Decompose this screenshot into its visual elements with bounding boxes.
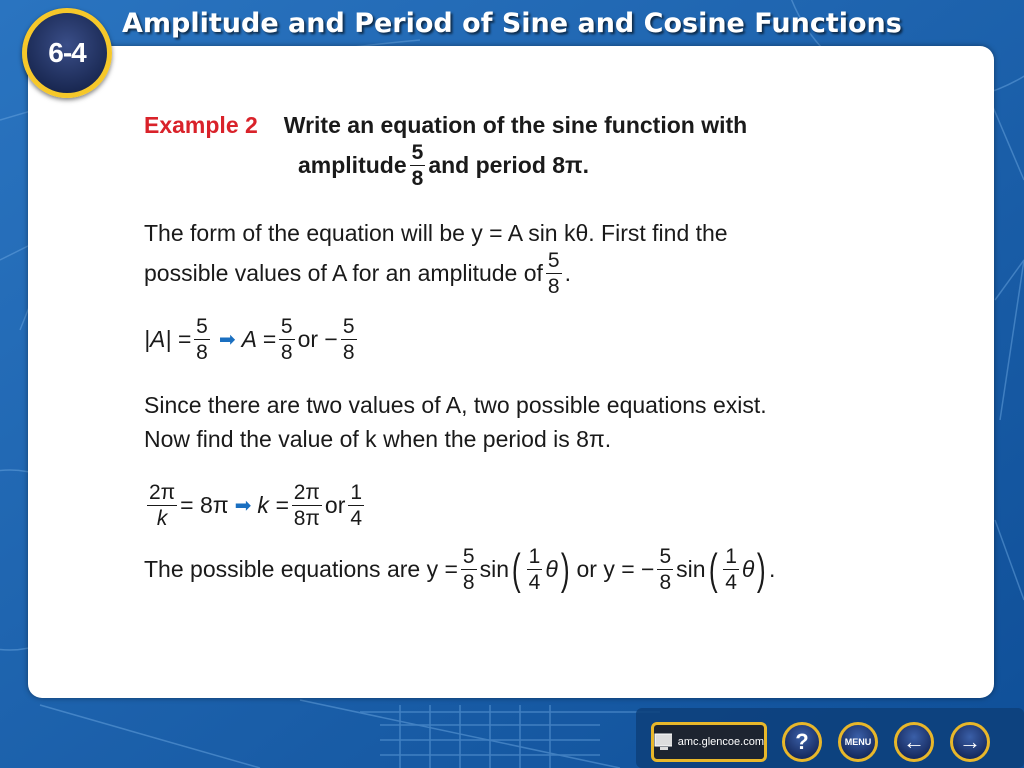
website-button[interactable] — [651, 722, 767, 762]
fraction-numerator: 1 — [528, 545, 541, 568]
fraction-numerator: 2π — [149, 481, 176, 504]
right-paren: ) — [757, 544, 767, 594]
math-fraction — [341, 316, 357, 363]
fraction-numerator: 5 — [411, 141, 424, 164]
example-heading — [144, 112, 747, 139]
sin-text: sin — [479, 556, 509, 582]
example-prompt-line2 — [298, 142, 589, 189]
math-fraction — [292, 482, 322, 529]
math-fraction — [723, 546, 739, 593]
step2-line1: Since there are two values of A, two possible equations exist. — [144, 392, 767, 418]
math-fraction — [279, 316, 295, 363]
fraction-denominator: 8 — [659, 571, 672, 594]
next-arrow-icon: → — [959, 729, 981, 754]
step1-line2 — [144, 250, 571, 297]
help-icon: ? — [795, 729, 809, 754]
fraction-denominator: 8 — [462, 571, 475, 594]
equals-8pi: = 8π — [180, 492, 229, 518]
next-button[interactable] — [950, 722, 990, 762]
example-prompt-line1: Write an equation of the sine function with — [283, 112, 748, 138]
right-arrow-icon: ➡ — [234, 495, 252, 517]
content-panel — [28, 46, 994, 698]
fraction-denominator: 8 — [280, 341, 293, 364]
math-fraction — [348, 482, 364, 529]
or-y-negative: or y = − — [576, 556, 655, 582]
step1-text: possible values of A for an amplitude of — [144, 260, 543, 286]
or-negative: or − — [297, 326, 338, 352]
fraction-denominator: 4 — [528, 571, 541, 594]
step2-math — [144, 482, 367, 529]
fraction-numerator: 5 — [659, 545, 672, 568]
fraction-denominator: k — [156, 507, 168, 530]
fraction-denominator: 8 — [196, 341, 208, 364]
conclusion-text: The possible equations are y = — [144, 556, 458, 582]
fraction-numerator: 1 — [725, 545, 737, 568]
math-fraction — [461, 546, 477, 593]
math-fraction — [147, 482, 177, 529]
step1-fraction — [546, 250, 562, 297]
fraction-numerator: 5 — [342, 315, 355, 338]
sin-text: sin — [676, 556, 706, 582]
fraction-denominator: 8 — [342, 341, 355, 364]
k-equals: k = — [257, 492, 289, 518]
lesson-number: 6-4 — [48, 37, 86, 68]
fraction-numerator: 5 — [547, 249, 560, 272]
math-fraction — [527, 546, 543, 593]
step1-period: . — [564, 260, 571, 286]
fraction-denominator: 4 — [725, 571, 737, 594]
prompt-period-text: and period 8π. — [428, 152, 590, 178]
header-bar — [0, 0, 1024, 68]
fraction-numerator: 2π — [293, 481, 320, 504]
fraction-denominator: 4 — [350, 507, 363, 530]
back-arrow-icon: ← — [903, 729, 925, 754]
fraction-denominator: 8π — [293, 507, 320, 530]
fraction-numerator: 1 — [350, 481, 363, 504]
end-period: . — [769, 556, 776, 582]
page-title: Amplitude and Period of Sine and Cosine Functions — [122, 8, 902, 39]
right-paren: ) — [560, 544, 570, 594]
a-equals: A = — [241, 326, 276, 352]
fraction-denominator: 8 — [411, 167, 424, 190]
abs-a-expression: |A| = — [144, 326, 192, 352]
prompt-amplitude-text: amplitude — [298, 152, 407, 178]
amplitude-fraction — [410, 142, 426, 189]
theta-symbol: θ — [741, 556, 755, 582]
fraction-denominator: 8 — [547, 275, 560, 298]
help-button[interactable] — [782, 722, 822, 762]
fraction-numerator: 5 — [196, 315, 208, 338]
lesson-badge — [22, 8, 112, 98]
step1-math — [144, 316, 360, 363]
website-label: amc.glencoe.com — [677, 736, 764, 748]
fraction-numerator: 5 — [280, 315, 293, 338]
left-paren: ( — [511, 544, 521, 594]
left-paren: ( — [708, 544, 718, 594]
right-arrow-icon: ➡ — [218, 329, 236, 351]
theta-symbol: θ — [545, 556, 558, 582]
back-button[interactable] — [894, 722, 934, 762]
step1-line1: The form of the equation will be y = A sin kθ. First find the — [144, 220, 728, 246]
computer-icon — [654, 733, 672, 751]
math-fraction — [657, 546, 673, 593]
conclusion-line — [144, 546, 775, 593]
menu-icon: MENU — [844, 737, 872, 747]
example-label: Example 2 — [144, 112, 258, 138]
or-text: or — [324, 492, 346, 518]
step2-line2: Now find the value of k when the period is 8π. — [144, 426, 612, 452]
menu-button[interactable] — [838, 722, 878, 762]
math-fraction — [194, 316, 210, 363]
fraction-numerator: 5 — [462, 545, 475, 568]
